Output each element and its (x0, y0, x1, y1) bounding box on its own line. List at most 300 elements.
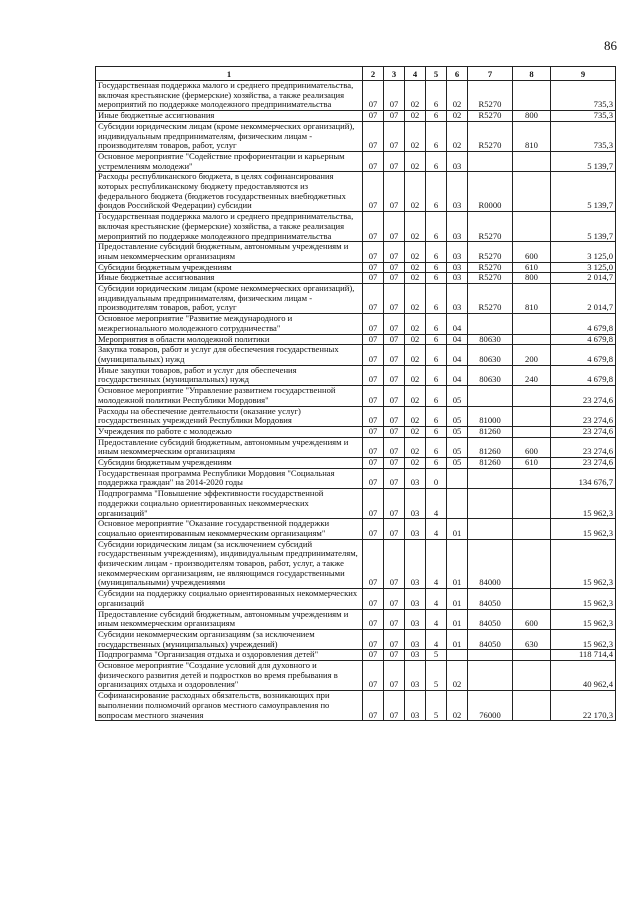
table-row (96, 458, 616, 469)
row-code-cell: 240 (513, 365, 551, 385)
row-code-cell (513, 81, 551, 111)
row-code-cell: 05 (447, 458, 468, 469)
row-code-cell (513, 151, 551, 171)
row-code-cell: 05 (447, 426, 468, 437)
row-name-cell: Софинансирование расходных обязательств, возникающих при выполнении полномочий органов местного самоуправления по вопросам местного значения (96, 691, 363, 721)
row-code-cell: 03 (405, 691, 426, 721)
row-code-cell: 07 (363, 489, 384, 519)
row-name-cell: Основное мероприятие "Управление развитием государственной молодежной политики Республики Мордовия" (96, 386, 363, 406)
row-code-cell: 800 (513, 273, 551, 284)
row-code-cell: 07 (363, 212, 384, 242)
row-name-cell: Государственная программа Республики Мордовия "Социальная поддержка граждан" на 2014-2020 годы (96, 468, 363, 488)
row-name-cell: Субсидии бюджетным учреждениям (96, 458, 363, 469)
row-code-cell: 07 (384, 458, 405, 469)
row-code-cell: 07 (384, 151, 405, 171)
row-code-cell: 07 (384, 468, 405, 488)
row-code-cell: 02 (405, 345, 426, 365)
row-amount-cell: 2 014,7 (551, 273, 616, 284)
row-code-cell: 07 (363, 609, 384, 629)
row-code-cell: 810 (513, 284, 551, 314)
row-code-cell: 07 (384, 691, 405, 721)
row-code-cell: 02 (405, 172, 426, 212)
row-code-cell: 03 (447, 242, 468, 262)
table-row (96, 81, 616, 111)
budget-table (95, 66, 616, 721)
row-code-cell: 810 (513, 121, 551, 151)
row-code-cell: 6 (426, 406, 447, 426)
row-code-cell: 07 (363, 589, 384, 609)
row-code-cell: 07 (363, 468, 384, 488)
table-row (96, 519, 616, 539)
row-code-cell: 02 (405, 406, 426, 426)
row-code-cell: 07 (363, 334, 384, 345)
row-code-cell: 6 (426, 365, 447, 385)
row-code-cell: 07 (363, 284, 384, 314)
row-code-cell: 07 (363, 81, 384, 111)
column-header-2: 2 (363, 67, 384, 81)
row-code-cell (468, 151, 513, 171)
table-row (96, 468, 616, 488)
row-name-cell: Иные бюджетные ассигнования (96, 111, 363, 122)
row-code-cell: 6 (426, 314, 447, 334)
row-amount-cell: 5 139,7 (551, 172, 616, 212)
row-code-cell: 01 (447, 629, 468, 649)
row-code-cell: 07 (384, 314, 405, 334)
row-code-cell (513, 334, 551, 345)
table-row (96, 345, 616, 365)
row-code-cell: 07 (384, 262, 405, 273)
row-code-cell: 01 (447, 609, 468, 629)
page-number: 86 (604, 38, 617, 53)
row-code-cell: 05 (447, 437, 468, 457)
row-amount-cell: 22 170,3 (551, 691, 616, 721)
row-code-cell: 07 (384, 406, 405, 426)
row-name-cell: Закупка товаров, работ и услуг для обеспечения государственных (муниципальных) нужд (96, 345, 363, 365)
table-row (96, 426, 616, 437)
row-code-cell: 07 (384, 284, 405, 314)
table-row (96, 437, 616, 457)
row-code-cell (447, 650, 468, 661)
row-amount-cell: 5 139,7 (551, 151, 616, 171)
row-code-cell: R0000 (468, 172, 513, 212)
row-code-cell: 5 (426, 691, 447, 721)
row-code-cell: 03 (405, 468, 426, 488)
row-code-cell: 07 (363, 406, 384, 426)
row-amount-cell: 23 274,6 (551, 426, 616, 437)
row-code-cell: 80630 (468, 345, 513, 365)
row-code-cell: 4 (426, 589, 447, 609)
row-code-cell: 02 (405, 426, 426, 437)
row-code-cell: 630 (513, 629, 551, 649)
row-code-cell (468, 650, 513, 661)
row-name-cell: Основное мероприятие "Создание условий для духовного и физического развития детей и подростков во время пребывания в организациях отдыха и оздоровления" (96, 661, 363, 691)
row-name-cell: Предоставление субсидий бюджетным, автономным учреждениям и иным некоммерческим организациям (96, 609, 363, 629)
row-code-cell: 03 (405, 661, 426, 691)
table-row (96, 121, 616, 151)
row-name-cell: Субсидии юридическим лицам (кроме некоммерческих организаций), индивидуальным предпринимателям, физическим лицам - производителям товаров, работ, услуг (96, 121, 363, 151)
row-code-cell (513, 426, 551, 437)
row-code-cell: 07 (363, 111, 384, 122)
row-code-cell: 02 (447, 121, 468, 151)
row-name-cell: Подпрограмма "Организация отдыха и оздоровления детей" (96, 650, 363, 661)
table-row (96, 314, 616, 334)
row-code-cell: 6 (426, 212, 447, 242)
row-name-cell: Расходы на обеспечение деятельности (оказание услуг) государственных учреждений Республики Мордовия (96, 406, 363, 426)
row-amount-cell: 4 679,8 (551, 334, 616, 345)
row-code-cell: R5270 (468, 121, 513, 151)
row-code-cell: 03 (405, 519, 426, 539)
row-name-cell: Предоставление субсидий бюджетным, автономным учреждениям и иным некоммерческим организациям (96, 437, 363, 457)
row-code-cell: 02 (447, 81, 468, 111)
row-code-cell: 80630 (468, 365, 513, 385)
row-code-cell: 6 (426, 172, 447, 212)
row-code-cell: 02 (405, 314, 426, 334)
row-code-cell: 04 (447, 314, 468, 334)
row-code-cell: 07 (363, 691, 384, 721)
row-code-cell (513, 650, 551, 661)
row-code-cell: 03 (405, 589, 426, 609)
row-amount-cell: 2 014,7 (551, 284, 616, 314)
row-code-cell: 610 (513, 262, 551, 273)
row-name-cell: Субсидии некоммерческим организациям (за исключением государственных (муниципальных) учреждений) (96, 629, 363, 649)
row-code-cell: 03 (405, 609, 426, 629)
row-code-cell: R5270 (468, 262, 513, 273)
row-amount-cell: 735,3 (551, 121, 616, 151)
row-code-cell: 200 (513, 345, 551, 365)
row-code-cell: 05 (447, 386, 468, 406)
row-code-cell (513, 172, 551, 212)
row-code-cell: 6 (426, 81, 447, 111)
row-code-cell: 07 (363, 314, 384, 334)
column-header-4: 4 (405, 67, 426, 81)
row-name-cell: Предоставление субсидий бюджетным, автономным учреждениям и иным некоммерческим организациям (96, 242, 363, 262)
row-code-cell: 04 (447, 365, 468, 385)
row-code-cell: 02 (405, 386, 426, 406)
table-row (96, 151, 616, 171)
row-name-cell: Расходы республиканского бюджета, в целях софинансирования которых республиканскому бюджету предоставляются из федерального бюджета (бюджетов государственных внебюджетных фондов Российской Федерации) субсидии (96, 172, 363, 212)
table-row (96, 691, 616, 721)
row-code-cell: 07 (363, 661, 384, 691)
table-row (96, 539, 616, 589)
row-name-cell: Субсидии на поддержку социально ориентированных некоммерческих организаций (96, 589, 363, 609)
row-code-cell: 6 (426, 262, 447, 273)
row-code-cell (447, 468, 468, 488)
row-code-cell: 02 (405, 81, 426, 111)
row-code-cell: 07 (363, 629, 384, 649)
table-row (96, 365, 616, 385)
table-row (96, 609, 616, 629)
row-code-cell: 07 (384, 212, 405, 242)
row-amount-cell: 23 274,6 (551, 406, 616, 426)
row-code-cell: 02 (405, 365, 426, 385)
row-code-cell: 600 (513, 242, 551, 262)
row-code-cell: 02 (405, 111, 426, 122)
row-code-cell: R5270 (468, 212, 513, 242)
row-code-cell: 800 (513, 111, 551, 122)
row-code-cell: 07 (384, 437, 405, 457)
row-code-cell: R5270 (468, 111, 513, 122)
row-code-cell: 02 (405, 273, 426, 284)
row-code-cell: 5 (426, 650, 447, 661)
row-code-cell: 02 (405, 262, 426, 273)
row-amount-cell: 4 679,8 (551, 345, 616, 365)
row-code-cell (447, 489, 468, 519)
row-amount-cell: 23 274,6 (551, 386, 616, 406)
column-header-3: 3 (384, 67, 405, 81)
row-name-cell: Основное мероприятие "Содействие профориентации и карьерным устремлениям молодежи" (96, 151, 363, 171)
row-code-cell: 07 (363, 345, 384, 365)
row-code-cell: 07 (384, 609, 405, 629)
row-code-cell: 07 (363, 172, 384, 212)
row-code-cell: 02 (447, 111, 468, 122)
table-row (96, 406, 616, 426)
row-amount-cell: 735,3 (551, 111, 616, 122)
row-code-cell: 07 (363, 437, 384, 457)
row-code-cell: 07 (384, 345, 405, 365)
row-code-cell: 80630 (468, 334, 513, 345)
row-code-cell: 6 (426, 121, 447, 151)
row-code-cell: 07 (384, 629, 405, 649)
row-code-cell: 04 (447, 334, 468, 345)
row-code-cell: 4 (426, 629, 447, 649)
row-name-cell: Иные бюджетные ассигнования (96, 273, 363, 284)
row-amount-cell: 15 962,3 (551, 519, 616, 539)
row-code-cell: 07 (384, 519, 405, 539)
row-code-cell: 81260 (468, 426, 513, 437)
row-code-cell (513, 589, 551, 609)
row-code-cell: 0 (426, 468, 447, 488)
row-code-cell: 03 (405, 629, 426, 649)
row-code-cell (513, 539, 551, 589)
row-code-cell: 6 (426, 284, 447, 314)
row-amount-cell: 3 125,0 (551, 242, 616, 262)
row-name-cell: Учреждения по работе с молодежью (96, 426, 363, 437)
row-code-cell (513, 489, 551, 519)
table-row (96, 262, 616, 273)
row-code-cell: 04 (447, 345, 468, 365)
row-code-cell: 07 (384, 334, 405, 345)
row-code-cell (513, 519, 551, 539)
row-code-cell: 03 (405, 489, 426, 519)
row-code-cell (513, 386, 551, 406)
row-code-cell: 03 (447, 212, 468, 242)
column-header-9: 9 (551, 67, 616, 81)
row-code-cell: R5270 (468, 242, 513, 262)
row-code-cell: 07 (363, 539, 384, 589)
row-name-cell: Государственная поддержка малого и среднего предпринимательства, включая крестьянские (фермерские) хозяйства, а также реализация мероприятий по поддержке молодежного предпринимательства (96, 81, 363, 111)
table-row (96, 172, 616, 212)
row-code-cell: 02 (405, 334, 426, 345)
row-amount-cell: 15 962,3 (551, 629, 616, 649)
row-code-cell (513, 661, 551, 691)
row-name-cell: Основное мероприятие "Развитие международного и межрегионального молодежного сотрудничества" (96, 314, 363, 334)
table-row (96, 212, 616, 242)
row-code-cell: 07 (363, 365, 384, 385)
row-code-cell: 4 (426, 519, 447, 539)
row-code-cell: 03 (447, 151, 468, 171)
row-code-cell: 4 (426, 539, 447, 589)
row-code-cell: 02 (447, 661, 468, 691)
row-code-cell: 81260 (468, 437, 513, 457)
row-code-cell: 02 (405, 212, 426, 242)
row-amount-cell: 15 962,3 (551, 489, 616, 519)
row-code-cell: 03 (447, 172, 468, 212)
column-header-5: 5 (426, 67, 447, 81)
table-row (96, 629, 616, 649)
row-code-cell: 6 (426, 242, 447, 262)
row-code-cell: 03 (405, 539, 426, 589)
row-code-cell (513, 691, 551, 721)
column-header-6: 6 (447, 67, 468, 81)
row-name-cell: Мероприятия в области молодежной политики (96, 334, 363, 345)
row-code-cell: 02 (405, 151, 426, 171)
row-code-cell: 03 (405, 650, 426, 661)
row-code-cell: 6 (426, 458, 447, 469)
row-code-cell: 01 (447, 539, 468, 589)
table-row (96, 284, 616, 314)
table-row (96, 111, 616, 122)
row-code-cell: 76000 (468, 691, 513, 721)
row-code-cell: 6 (426, 345, 447, 365)
row-code-cell: 07 (384, 273, 405, 284)
table-row (96, 242, 616, 262)
table-row (96, 589, 616, 609)
row-code-cell: 4 (426, 489, 447, 519)
row-amount-cell: 15 962,3 (551, 539, 616, 589)
row-code-cell: 07 (363, 273, 384, 284)
row-amount-cell: 118 714,4 (551, 650, 616, 661)
row-amount-cell: 40 962,4 (551, 661, 616, 691)
row-code-cell: 84050 (468, 609, 513, 629)
row-name-cell: Иные закупки товаров, работ и услуг для обеспечения государственных (муниципальных) нужд (96, 365, 363, 385)
row-code-cell: 03 (447, 262, 468, 273)
row-code-cell: 81260 (468, 458, 513, 469)
row-code-cell: 07 (384, 589, 405, 609)
row-code-cell: 03 (447, 284, 468, 314)
row-code-cell (468, 661, 513, 691)
row-code-cell: 07 (363, 262, 384, 273)
row-code-cell: 6 (426, 273, 447, 284)
row-amount-cell: 15 962,3 (551, 609, 616, 629)
table-row (96, 273, 616, 284)
row-code-cell: 07 (384, 111, 405, 122)
row-code-cell: 02 (405, 284, 426, 314)
row-name-cell: Субсидии юридическим лицам (за исключением субсидий государственным учреждениям), индивидуальным предпринимателям, физическим лицам - производителям товаров, работ, услуг, а также некоммерческим организациям, не являющимся государственными (муниципальными) учреждениями (96, 539, 363, 589)
column-header-7: 7 (468, 67, 513, 81)
row-code-cell: 81000 (468, 406, 513, 426)
row-name-cell: Основное мероприятие "Оказание государственной поддержки социально ориентированным некоммерческим организациям" (96, 519, 363, 539)
row-amount-cell: 5 139,7 (551, 212, 616, 242)
row-code-cell: 02 (405, 121, 426, 151)
row-code-cell (468, 468, 513, 488)
row-amount-cell: 735,3 (551, 81, 616, 111)
row-code-cell: R5270 (468, 81, 513, 111)
table-row (96, 334, 616, 345)
row-code-cell: 84000 (468, 539, 513, 589)
row-code-cell: 07 (363, 242, 384, 262)
row-code-cell: 07 (363, 519, 384, 539)
row-code-cell: 07 (384, 365, 405, 385)
row-code-cell: 07 (384, 121, 405, 151)
row-code-cell: 84050 (468, 629, 513, 649)
row-amount-cell: 134 676,7 (551, 468, 616, 488)
row-code-cell: 4 (426, 609, 447, 629)
row-code-cell: 07 (384, 242, 405, 262)
row-amount-cell: 23 274,6 (551, 458, 616, 469)
row-code-cell: 600 (513, 609, 551, 629)
row-code-cell: 6 (426, 334, 447, 345)
row-code-cell: 6 (426, 426, 447, 437)
row-code-cell: R5270 (468, 284, 513, 314)
row-code-cell: 03 (447, 273, 468, 284)
row-code-cell: 02 (405, 437, 426, 457)
row-code-cell: 07 (363, 650, 384, 661)
row-code-cell: 600 (513, 437, 551, 457)
row-code-cell: 07 (384, 426, 405, 437)
row-code-cell (513, 212, 551, 242)
row-amount-cell: 3 125,0 (551, 262, 616, 273)
row-code-cell (468, 314, 513, 334)
row-code-cell: 07 (384, 661, 405, 691)
table-row (96, 489, 616, 519)
row-name-cell: Государственная поддержка малого и среднего предпринимательства, включая крестьянские (фермерские) хозяйства, а также реализация мероприятий по поддержке молодежного предпринимательства (96, 212, 363, 242)
row-code-cell: 02 (405, 458, 426, 469)
column-header-1: 1 (96, 67, 363, 81)
table-row (96, 661, 616, 691)
row-code-cell: 07 (384, 172, 405, 212)
row-code-cell: 07 (363, 426, 384, 437)
row-code-cell: 07 (363, 386, 384, 406)
row-name-cell: Субсидии бюджетным учреждениям (96, 262, 363, 273)
row-code-cell: 5 (426, 661, 447, 691)
table-header-row (96, 67, 616, 81)
row-code-cell: 07 (384, 489, 405, 519)
row-code-cell: 84050 (468, 589, 513, 609)
table-row (96, 650, 616, 661)
row-code-cell (513, 468, 551, 488)
row-code-cell: 6 (426, 437, 447, 457)
row-name-cell: Субсидии юридическим лицам (кроме некоммерческих организаций), индивидуальным предпринимателям, физическим лицам - производителям товаров, работ, услуг (96, 284, 363, 314)
row-name-cell: Подпрограмма "Повышение эффективности государственной поддержки социально ориентированных некоммерческих организаций" (96, 489, 363, 519)
row-code-cell: 6 (426, 386, 447, 406)
table-body (96, 81, 616, 721)
row-code-cell: 6 (426, 111, 447, 122)
row-code-cell: 07 (384, 386, 405, 406)
row-amount-cell: 4 679,8 (551, 365, 616, 385)
row-code-cell: 07 (363, 458, 384, 469)
column-header-8: 8 (513, 67, 551, 81)
row-code-cell: 6 (426, 151, 447, 171)
row-code-cell (468, 519, 513, 539)
row-code-cell: 610 (513, 458, 551, 469)
row-code-cell: 07 (384, 650, 405, 661)
row-amount-cell: 15 962,3 (551, 589, 616, 609)
row-amount-cell: 4 679,8 (551, 314, 616, 334)
row-code-cell: 02 (447, 691, 468, 721)
row-code-cell (513, 406, 551, 426)
row-code-cell: 07 (384, 539, 405, 589)
row-code-cell: 05 (447, 406, 468, 426)
row-code-cell: 07 (363, 121, 384, 151)
row-code-cell: 01 (447, 519, 468, 539)
row-amount-cell: 23 274,6 (551, 437, 616, 457)
row-code-cell: 07 (384, 81, 405, 111)
row-code-cell (468, 489, 513, 519)
row-code-cell: 01 (447, 589, 468, 609)
row-code-cell: R5270 (468, 273, 513, 284)
row-code-cell: 07 (363, 151, 384, 171)
row-code-cell: 02 (405, 242, 426, 262)
